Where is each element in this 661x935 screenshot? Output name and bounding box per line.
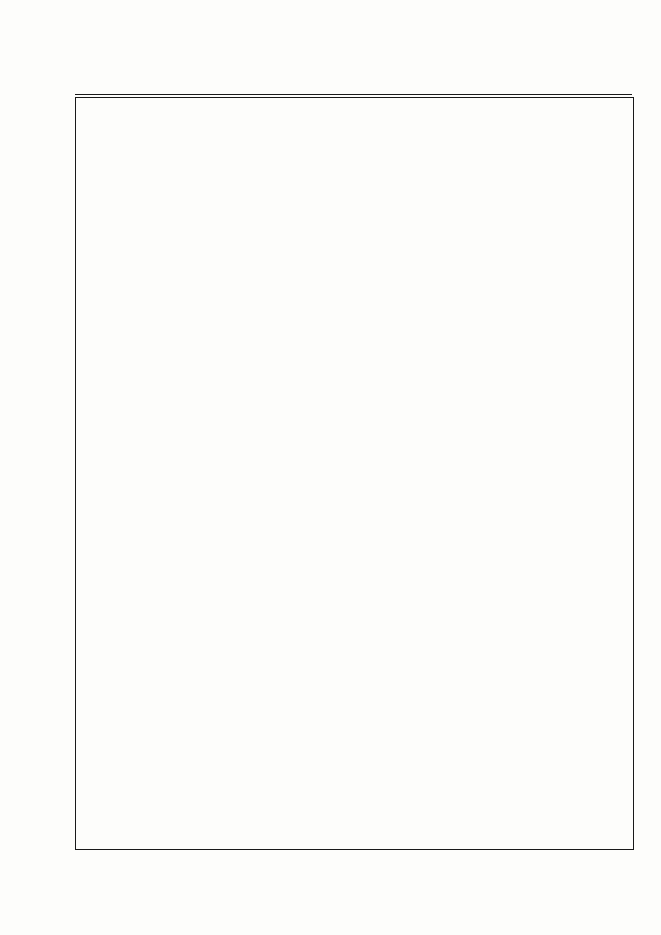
broach-table <box>75 97 634 850</box>
table-top-double-rule <box>75 94 632 95</box>
